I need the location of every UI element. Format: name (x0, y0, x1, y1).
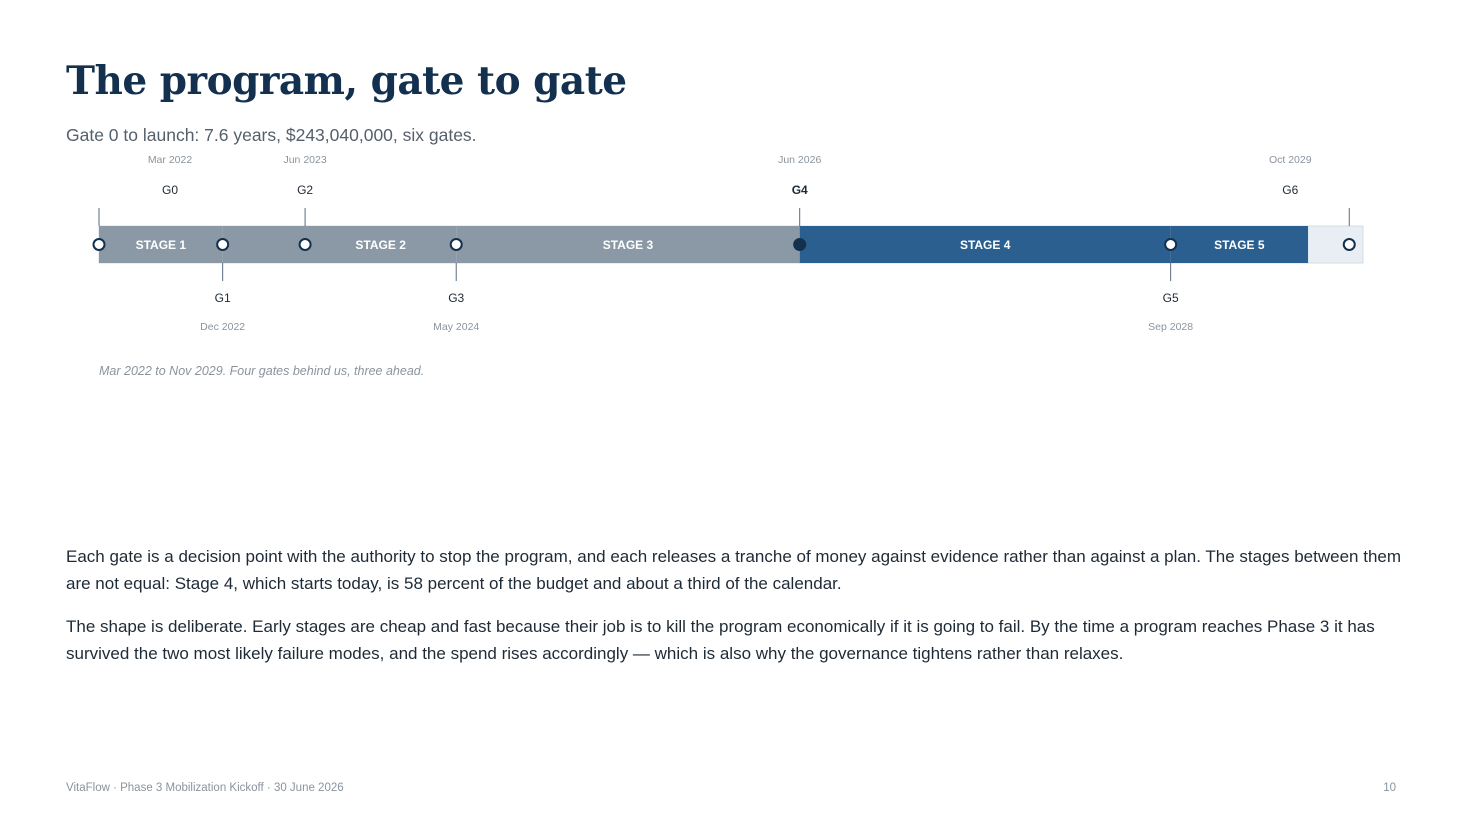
stage-label-5: STAGE 5 (1214, 238, 1265, 252)
gate-marker-g5 (1165, 239, 1176, 250)
slide-subtitle: Gate 0 to launch: 7.6 years, $243,040,000, six gates. (66, 125, 477, 145)
gate-label-g1: G1 (214, 291, 231, 305)
stage-bar-2 (223, 226, 457, 263)
gate-date-g6: Oct 2029 (1268, 154, 1312, 166)
gate-label-g0: G0 (161, 183, 179, 197)
gate-date-g1: Dec 2022 (200, 321, 246, 333)
gate-marker-g3 (451, 239, 462, 250)
page-number: 10 (1383, 782, 1396, 794)
gate-marker-g0 (94, 239, 105, 250)
body-paragraph-1: Each gate is a decision point with the authority to stop the program, and each releases a tranche of money against evidence rather than against a plan. The stages between them are not equal: Stage 4, which starts today, is 58 percent of the budget and about a third of the calendar. (66, 547, 1402, 593)
stage-label-2: STAGE 2 (355, 238, 406, 252)
gate-date-g4: Jun 2026 (778, 154, 822, 166)
gate-marker-g1 (217, 239, 228, 250)
stage-label-4: STAGE 4 (959, 238, 1011, 252)
gate-label-g6: G6 (1282, 183, 1299, 197)
gate-label-g4: G4 (791, 183, 808, 197)
gate-timeline (0, 0, 1466, 360)
gate-marker-g4 (794, 239, 805, 250)
slide-title: The program, gate to gate (66, 58, 627, 104)
gate-date-g3: May 2024 (433, 321, 480, 333)
gate-label-g3: G3 (448, 291, 465, 305)
gate-date-g0: Mar 2022 (147, 154, 193, 166)
gate-label-g5: G5 (1162, 291, 1179, 305)
gate-date-g5: Sep 2028 (1148, 321, 1194, 333)
stage-label-3: STAGE 3 (602, 238, 654, 252)
gate-date-g2: Jun 2023 (283, 154, 327, 166)
body-paragraph-2: The shape is deliberate. Early stages are cheap and fast because their job is to kill the program economically if it is going to fail. By the time a program reaches Phase 3 it has survived the two most likely failure modes, and the spend rises accordingly — which is also why the governance tightens rather than relaxes. (66, 617, 1375, 663)
gate-marker-g2 (300, 239, 311, 250)
stage-label-1: STAGE 1 (135, 238, 187, 252)
gate-marker-g6 (1344, 239, 1355, 250)
footer-text: VitaFlow · Phase 3 Mobilization Kickoff · 30 June 2026 (66, 782, 344, 794)
gate-label-g2: G2 (297, 183, 314, 197)
timeline-caption: Mar 2022 to Nov 2029. Four gates behind us, three ahead. (99, 364, 425, 378)
